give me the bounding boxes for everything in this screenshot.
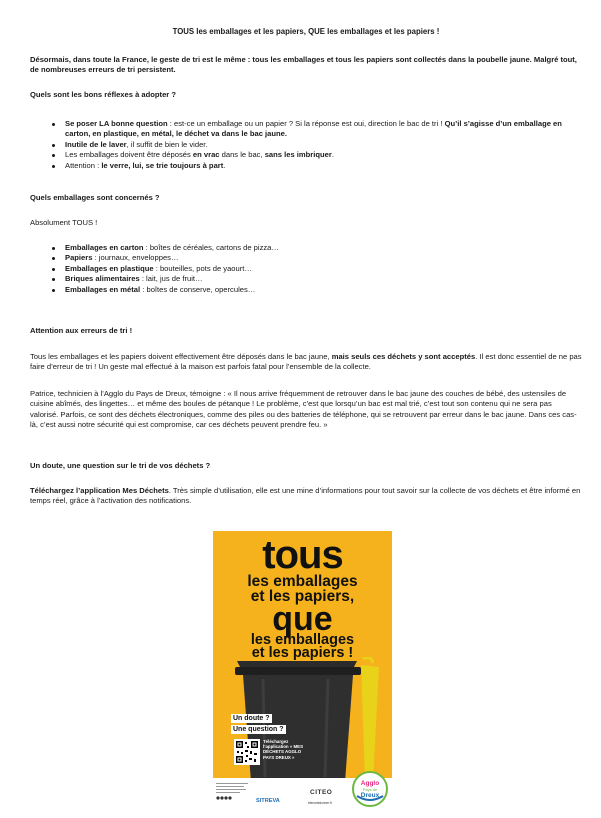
list-item: Papiers : journaux, enveloppes… — [30, 253, 582, 263]
document-title: TOUS les emballages et les papiers, QUE les emballages et les papiers ! — [172, 27, 440, 36]
reflexes-list — [30, 119, 582, 171]
agglo-dreux-logo — [351, 770, 389, 808]
list-item: Les emballages doivent être déposés en vrac dans le bac, sans les imbriquer. — [30, 150, 582, 160]
list-item: Briques alimentaires : lait, jus de fruit… — [30, 274, 582, 284]
qr-code — [234, 739, 260, 765]
poster-line: et les papiers ! — [251, 645, 354, 661]
poster-line: et les papiers, — [250, 588, 355, 605]
poster-line-tous: tous — [262, 533, 343, 577]
packaging-list — [30, 243, 582, 295]
list-item: Emballages en métal : boîtes de conserve, opercules… — [30, 285, 582, 295]
poster-footer — [213, 778, 392, 809]
section2-lead: Absolument TOUS ! — [30, 218, 98, 227]
list-item: Emballages en plastique : bouteilles, pots de yaourt… — [30, 264, 582, 274]
svg-text:Dreux: Dreux — [360, 792, 380, 799]
poster-line-que: que — [272, 600, 333, 638]
poster-question-text: Une question ? — [233, 726, 284, 733]
poster-line: les emballages — [250, 632, 355, 648]
citeo-logo: CITEO — [310, 789, 333, 796]
svg-text:Agglo: Agglo — [360, 780, 380, 787]
svg-text:Pays de: Pays de — [362, 787, 378, 792]
list-item: Emballages en carton : boîtes de céréales, cartons de pizza… — [30, 243, 582, 253]
testimony-paragraph: Patrice, technicien à l’Agglo du Pays de Dreux, témoigne : « Il nous arrive fréquemment de retrouver dans le bac jaune des couches de bébé, des ustensiles de cuisine abîmés, des lingettes… et même des boules de pétanque ! Le problème, c’est que lorsqu’un bac est mal trié, c’est tout son contenu qui ne sera pas valorisé. Parfois, ce sont des déchets électroniques, comme des piles ou des batteries de téléphone, qui se retrouvent par erreur dans le bac jaune. Dans ces cas-là, c’est aussi notre sécurité qui est compromise, car ces déchets peuvent prendre feu. » — [30, 389, 577, 430]
section4-heading: Un doute, une question sur le tri de vos déchets ? — [30, 461, 211, 470]
errors-paragraph: Tous les emballages et les papiers doivent effectivement être déposés dans le bac jaune, mais seuls ces déchets y sont acceptés. Il est donc essentiel de ne pas faire d’erreur de tri ! Un geste mal effectué à la maison est parfois fatal pour l’ensemble de la collecte. — [30, 352, 582, 372]
download-callout: Téléchargez l’application « MES DÉCHETS AGGLO PAYS DREUX » — [263, 739, 304, 760]
poster-question — [231, 713, 305, 735]
section1-heading: Quels sont les bons réflexes à adopter ? — [30, 90, 177, 99]
poster-doute: Un doute ? — [233, 715, 270, 722]
list-item: Inutile de le laver, il suffit de bien le vider. — [30, 140, 582, 150]
footer-fine-print-icon — [216, 781, 252, 803]
citeo-url: triercestdonner.fr — [308, 801, 332, 805]
poster-line: les emballages — [247, 573, 358, 590]
section3-heading: Attention aux erreurs de tri ! — [30, 326, 133, 335]
intro-paragraph: Désormais, dans toute la France, le geste de tri est le même : tous les emballages et tous les papiers sont collectés dans la poubelle jaune. Malgré tout, de nombreuses erreurs de tri persistent. — [30, 55, 577, 75]
list-item: Attention : le verre, lui, se trie toujours à part. — [30, 161, 582, 171]
sitreva-logo: SITREVA — [256, 798, 280, 804]
list-item: Se poser LA bonne question : est-ce un emballage ou un papier ? Si la réponse est oui, direction le bac de tri ! Qu’il s’agisse d’un emballage en carton, en plastique, en métal, le déchet va dans le bac jaune. — [30, 119, 582, 140]
campaign-poster — [213, 531, 392, 809]
section2-heading: Quels emballages sont concernés ? — [30, 193, 160, 202]
app-paragraph: Téléchargez l’application Mes Déchets. Très simple d’utilisation, elle est une mine d’informations pour tout savoir sur la collecte de vos déchets et être informé en temps réel, grâce à l’activation des notifications. — [30, 486, 581, 506]
